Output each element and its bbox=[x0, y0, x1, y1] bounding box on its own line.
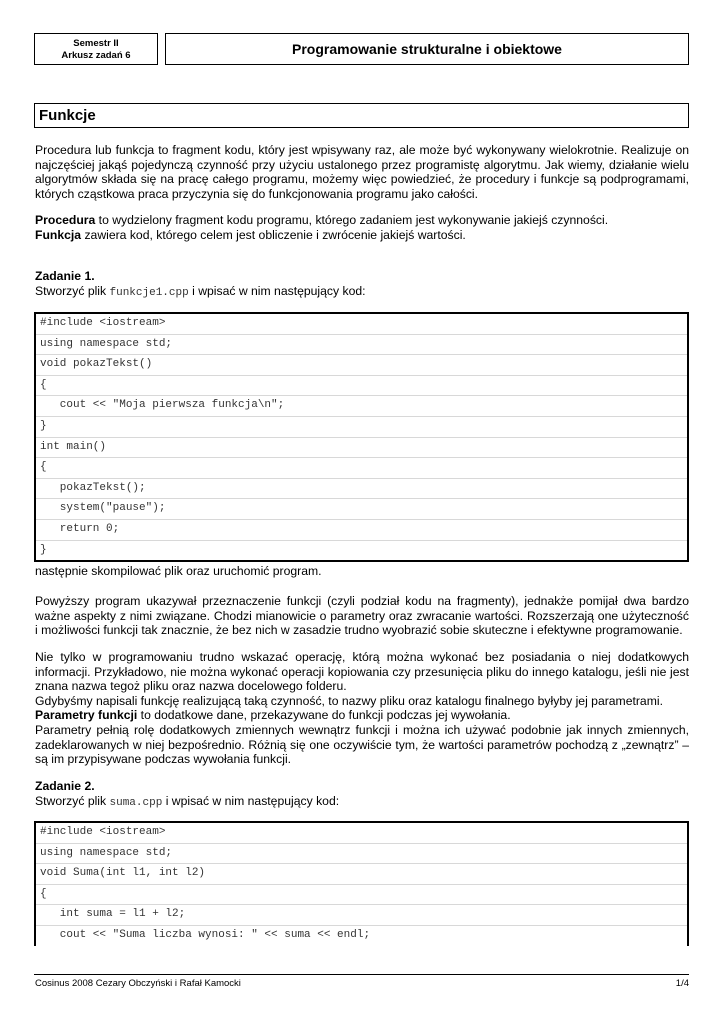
task2-heading-block bbox=[35, 779, 689, 810]
code-line: cout << "Suma liczba wynosi: " << suma << endl; bbox=[40, 928, 371, 941]
code-line: { bbox=[36, 885, 687, 906]
code-line: using namespace std; bbox=[36, 844, 687, 865]
task1-code-block bbox=[34, 312, 689, 562]
code-line: } bbox=[40, 543, 47, 556]
code-line: } bbox=[36, 417, 687, 438]
procedure-definition bbox=[35, 213, 689, 228]
procedure-text: to wydzielony fragment kodu programu, którego zadaniem jest wykonywanie jakiejś czynności. bbox=[95, 213, 609, 227]
task1-instruction: Stworzyć plik funkcje1.cpp i wpisać w nim następujący kod: bbox=[35, 283, 366, 299]
paragraph-3: Nie tylko w programowaniu trudno wskazać operację, którą można wykonać bez posiadania o niej dodatkowych informacji. Przykładowo, nie można wykonać operacji kopiowania czy przesunięcia pliku do innego katalogu, jeśli nie jest znana nazwa tegoż pliku oraz nazwa docelowego folderu. bbox=[35, 650, 689, 694]
code-line: #include <iostream> bbox=[36, 314, 687, 335]
code-line: void Suma(int l1, int l2) bbox=[36, 864, 687, 885]
sheet-label: Arkusz zadań 6 bbox=[61, 50, 131, 61]
function-term: Funkcja bbox=[35, 227, 82, 242]
function-definition bbox=[35, 228, 689, 243]
task1-heading: Zadanie 1. bbox=[35, 269, 95, 283]
document-title: Programowanie strukturalne i obiektowe bbox=[165, 33, 689, 65]
task1-after: następnie skompilować plik oraz uruchomić program. bbox=[35, 564, 322, 578]
paragraph-4: Gdybyśmy napisali funkcję realizującą taką czynność, to nazwy pliku oraz katalogu finalnego byłyby jej parametrami. bbox=[35, 693, 663, 708]
code-line: { bbox=[36, 458, 687, 479]
params-definition: Parametry funkcji to dodatkowe dane, przekazywane do funkcji podczas jej wywołania. bbox=[35, 708, 511, 723]
intro-text: Procedura lub funkcja to fragment kodu, który jest wpisywany raz, ale może być wykonywany wielokrotnie. Realizuje on najczęściej jakąś pojedynczą czynność przy użyciu ustalonego przez programistę algorytmu. Jak wiemy, działanie wielu algorytmów składa się na pracę całego programu, możemy więc powiedzieć, że procedury i funkcje są podprogramami, których cząstkowa praca przyczynia się do funkcjonowania programu jako całości. bbox=[35, 143, 689, 201]
code-line: system("pause"); bbox=[36, 499, 687, 520]
definitions bbox=[35, 213, 689, 242]
task1-filename: funkcje1.cpp bbox=[109, 286, 189, 299]
semester-box bbox=[34, 33, 158, 65]
task2-instruction: Stworzyć plik suma.cpp i wpisać w nim następujący kod: bbox=[35, 793, 340, 809]
code-line: cout << "Moja pierwsza funkcja\n"; bbox=[36, 396, 687, 417]
params-term: Parametry funkcji bbox=[35, 708, 138, 723]
procedure-term: Procedura bbox=[35, 213, 96, 227]
semester-label: Semestr II bbox=[73, 38, 119, 49]
code-line: pokazTekst(); bbox=[36, 479, 687, 500]
code-line: int suma = l1 + l2; bbox=[36, 905, 687, 926]
task2-filename: suma.cpp bbox=[109, 796, 163, 809]
section-title: Funkcje bbox=[34, 103, 689, 128]
paragraph-2: Powyższy program ukazywał przeznaczenie funkcji (czyli podział kodu na fragmenty), jednakże pomijał dwa bardzo ważne aspekty z nimi związane. Chodzi mianowicie o parametry oraz zwracanie wartości. Rozszerzają one użyteczność i możliwości funkcji tak znacznie, że bez nich w zasadzie trudno wyobrazić sobie skuteczne i efektywne programowanie. bbox=[35, 594, 689, 638]
footer-divider bbox=[34, 974, 689, 975]
intro-paragraph bbox=[35, 143, 689, 201]
page-number: 1/4 bbox=[675, 978, 689, 989]
code-line: return 0; bbox=[36, 520, 687, 541]
code-line: int main() bbox=[36, 438, 687, 459]
code-line: { bbox=[36, 376, 687, 397]
paragraph-5: Parametry pełnią rolę dodatkowych zmiennych wewnątrz funkcji i można ich używać podobnie jak innych zmiennych, zadeklarowanych w niej bezpośrednio. Różnią się one oczywiście tym, że wartości parametrów pochodzą z „zewnątrz” – są im przypisywane podczas wywołania funkcji. bbox=[35, 722, 689, 767]
paragraph-3-block bbox=[35, 650, 689, 767]
code-line: void pokazTekst() bbox=[36, 355, 687, 376]
code-line: #include <iostream> bbox=[36, 823, 687, 844]
footer-authors: Cosinus 2008 Cezary Obczyński i Rafał Kamocki bbox=[35, 978, 241, 989]
task2-heading: Zadanie 2. bbox=[35, 779, 95, 793]
task1-heading-block bbox=[35, 269, 689, 300]
function-text: zawiera kod, którego celem jest obliczenie i zwrócenie jakiejś wartości. bbox=[81, 227, 466, 242]
code-line: using namespace std; bbox=[36, 335, 687, 356]
task2-code-block bbox=[34, 821, 689, 946]
